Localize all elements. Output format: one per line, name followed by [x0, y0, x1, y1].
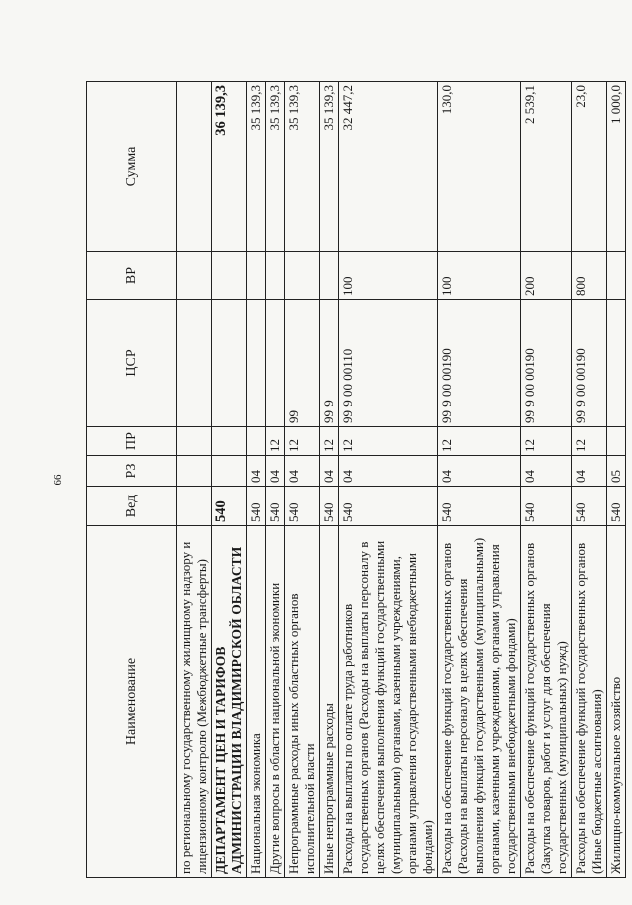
table-row — [438, 82, 521, 878]
row-vr — [212, 252, 247, 300]
column-header-vr: ВР — [87, 252, 177, 300]
row-name: Расходы на обеспечение функций государственных органов (Расходы на выплаты персоналу в целях обеспечения выполнения функций государственными (муниципальными) органами, казенными учреждениями, органами управления государственными внебюджетными фондами) — [438, 526, 521, 878]
row-vr: 800 — [572, 252, 607, 300]
table-header-row — [87, 82, 177, 878]
page-number: 66 — [52, 474, 64, 486]
table-row — [521, 82, 572, 878]
row-name: Жилищно-коммунальное хозяйство — [607, 526, 626, 878]
row-sum — [177, 82, 212, 252]
row-csr — [247, 300, 266, 427]
table-row — [320, 82, 339, 878]
table-row — [572, 82, 607, 878]
row-rz: 04 — [320, 456, 339, 487]
row-ved: 540 — [247, 487, 266, 526]
row-pr — [177, 427, 212, 456]
row-rz: 04 — [521, 456, 572, 487]
row-sum: 35 139,3 — [247, 82, 266, 252]
row-csr: 99 9 00 00190 — [438, 300, 521, 427]
row-rz: 04 — [285, 456, 320, 487]
row-vr — [320, 252, 339, 300]
row-vr — [177, 252, 212, 300]
row-ved: 540 — [607, 487, 626, 526]
row-ved: 540 — [320, 487, 339, 526]
row-pr — [247, 427, 266, 456]
row-sum: 35 139,3 — [266, 82, 285, 252]
column-header-csr: ЦСР — [87, 300, 177, 427]
row-rz — [212, 456, 247, 487]
row-name: Непрограммные расходы иных областных органов исполнительной власти — [285, 526, 320, 878]
row-sum: 1 000,0 — [607, 82, 626, 252]
rotated-page — [86, 82, 623, 878]
row-vr — [285, 252, 320, 300]
row-csr: 99 9 00 00110 — [339, 300, 438, 427]
row-ved: 540 — [521, 487, 572, 526]
column-header-rz: РЗ — [87, 456, 177, 487]
row-pr — [607, 427, 626, 456]
row-vr — [607, 252, 626, 300]
row-ved: 540 — [572, 487, 607, 526]
row-csr — [266, 300, 285, 427]
row-name: Расходы на выплаты по оплате труда работников государственных органов (Расходы на выплаты персоналу в целях обеспечения выполнения функций государственными (муниципальными) органами, казенными учреждениями, органами управления государственными внебюджетными фондами) — [339, 526, 438, 878]
row-csr: 99 9 00 00190 — [521, 300, 572, 427]
row-rz: 04 — [339, 456, 438, 487]
row-csr — [607, 300, 626, 427]
row-name: Расходы на обеспечение функций государственных органов (Закупка товаров, работ и услуг для обеспечения государственных (муниципальных) нужд) — [521, 526, 572, 878]
row-csr — [212, 300, 247, 427]
row-sum: 35 139,3 — [285, 82, 320, 252]
row-pr: 12 — [285, 427, 320, 456]
row-sum: 23,0 — [572, 82, 607, 252]
row-csr: 99 — [285, 300, 320, 427]
row-ved: 540 — [438, 487, 521, 526]
column-header-sum: Сумма — [87, 82, 177, 252]
row-name: ДЕПАРТАМЕНТ ЦЕН И ТАРИФОВ АДМИНИСТРАЦИИ ВЛАДИМИРСКОЙ ОБЛАСТИ — [212, 526, 247, 878]
table-row — [339, 82, 438, 878]
row-pr — [212, 427, 247, 456]
row-ved: 540 — [285, 487, 320, 526]
row-rz: 04 — [266, 456, 285, 487]
column-header-pr: ПР — [87, 427, 177, 456]
table-row-department — [212, 82, 247, 878]
row-ved — [177, 487, 212, 526]
row-rz: 04 — [438, 456, 521, 487]
row-name: по региональному государственному жилищному надзору и лицензионному контролю (Межбюджетные трансферты) — [177, 526, 212, 878]
row-pr: 12 — [438, 427, 521, 456]
row-vr: 100 — [339, 252, 438, 300]
row-sum: 35 139,3 — [320, 82, 339, 252]
row-ved: 540 — [266, 487, 285, 526]
row-name: Расходы на обеспечение функций государственных органов (Иные бюджетные ассигнования) — [572, 526, 607, 878]
column-header-name: Наименование — [87, 526, 177, 878]
row-rz: 05 — [607, 456, 626, 487]
row-vr — [247, 252, 266, 300]
row-sum: 32 447,2 — [339, 82, 438, 252]
row-name: Иные непрограммные расходы — [320, 526, 339, 878]
row-sum: 36 139,3 — [212, 82, 247, 252]
row-name: Национальная экономика — [247, 526, 266, 878]
row-vr — [266, 252, 285, 300]
row-csr — [177, 300, 212, 427]
table-row — [177, 82, 212, 878]
row-csr: 99 9 — [320, 300, 339, 427]
row-pr: 12 — [320, 427, 339, 456]
row-ved: 540 — [212, 487, 247, 526]
row-name: Другие вопросы в области национальной экономики — [266, 526, 285, 878]
table-row — [266, 82, 285, 878]
row-ved: 540 — [339, 487, 438, 526]
row-rz — [177, 456, 212, 487]
budget-table — [86, 81, 626, 878]
row-pr: 12 — [266, 427, 285, 456]
row-csr: 99 9 00 00190 — [572, 300, 607, 427]
row-pr: 12 — [521, 427, 572, 456]
row-vr: 200 — [521, 252, 572, 300]
table-row — [285, 82, 320, 878]
row-rz: 04 — [247, 456, 266, 487]
table-row — [607, 82, 626, 878]
row-sum: 2 539,1 — [521, 82, 572, 252]
row-sum: 130,0 — [438, 82, 521, 252]
row-pr: 12 — [572, 427, 607, 456]
row-pr: 12 — [339, 427, 438, 456]
table-row — [247, 82, 266, 878]
row-vr: 100 — [438, 252, 521, 300]
row-rz: 04 — [572, 456, 607, 487]
column-header-ved: Вед — [87, 487, 177, 526]
